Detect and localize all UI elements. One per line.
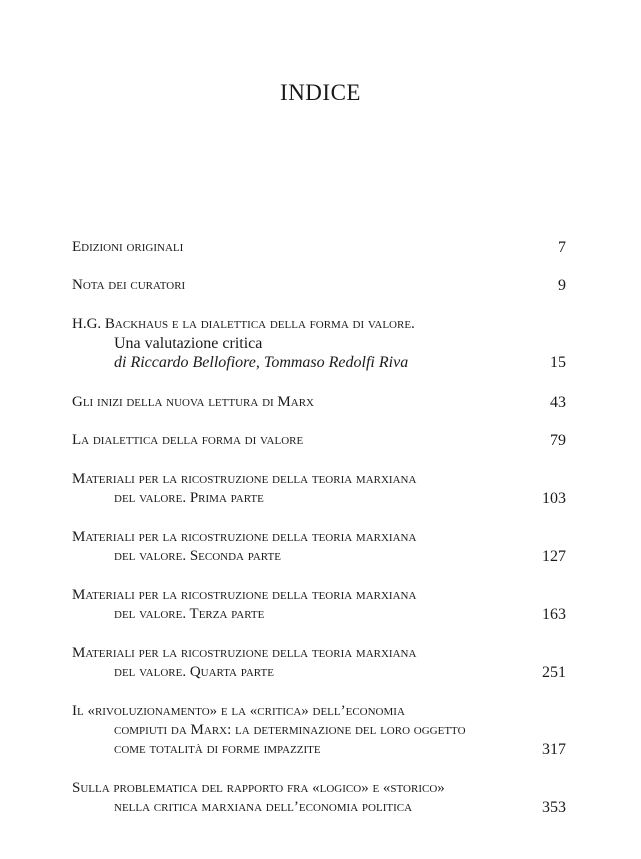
page-number: 251 <box>542 664 566 681</box>
toc-entry <box>72 276 566 295</box>
entry-subtitle: Una valutazione critica <box>114 335 263 352</box>
entry-title: La dialettica della forma di valore <box>72 432 304 448</box>
entry-authors: di Riccardo Bellofiore, Tommaso Redolfi Riva <box>114 354 409 371</box>
page-number: 103 <box>542 490 566 507</box>
page-number: 317 <box>542 741 566 758</box>
toc-entry <box>72 470 566 508</box>
page-number: 15 <box>550 354 566 371</box>
entry-title: Materiali per la ricostruzione della teoria marxiana <box>72 587 417 603</box>
entry-title: H.G. Backhaus e la dialettica della forma di valore. <box>72 316 415 332</box>
toc-entry <box>72 702 566 759</box>
page-number: 79 <box>550 432 566 449</box>
toc-entry <box>72 586 566 624</box>
toc-entry <box>72 393 566 412</box>
entry-title: Sulla problematica del rapporto fra «logico» e «storico» <box>72 780 445 796</box>
entry-title: Edizioni originali <box>72 239 184 255</box>
entry-title: Materiali per la ricostruzione della teoria marxiana <box>72 471 417 487</box>
entry-title: Il «rivoluzionamento» e la «critica» dell’economia <box>72 703 405 719</box>
entry-title-cont: del valore. Seconda parte <box>114 548 281 564</box>
page-number: 7 <box>558 239 566 256</box>
entry-title: Materiali per la ricostruzione della teoria marxiana <box>72 645 417 661</box>
toc-entry <box>72 644 566 682</box>
entry-title-cont: nella critica marxiana dell’economia politica <box>114 799 413 815</box>
toc-entry <box>72 431 566 450</box>
entry-title-cont: del valore. Prima parte <box>114 490 264 506</box>
entry-title-cont: compiuti da Marx: la determinazione del loro oggetto <box>114 722 466 738</box>
toc-entry <box>72 779 566 817</box>
entry-title: Gli inizi della nuova lettura di Marx <box>72 394 314 410</box>
page-number: 353 <box>542 799 566 816</box>
entry-title: Nota dei curatori <box>72 277 186 293</box>
entry-title-cont: come totalità di forme impazzite <box>114 741 321 757</box>
page-number: 163 <box>542 606 566 623</box>
page-number: 9 <box>558 277 566 294</box>
page-title: INDICE <box>280 80 361 105</box>
entry-title: Materiali per la ricostruzione della teoria marxiana <box>72 529 417 545</box>
entry-title-cont: del valore. Quarta parte <box>114 664 274 680</box>
entry-title-cont: del valore. Terza parte <box>114 606 265 622</box>
page-number: 43 <box>550 394 566 411</box>
page-number: 127 <box>542 548 566 565</box>
toc-entry <box>72 315 566 372</box>
toc-entry <box>72 238 566 257</box>
toc-entry <box>72 528 566 566</box>
